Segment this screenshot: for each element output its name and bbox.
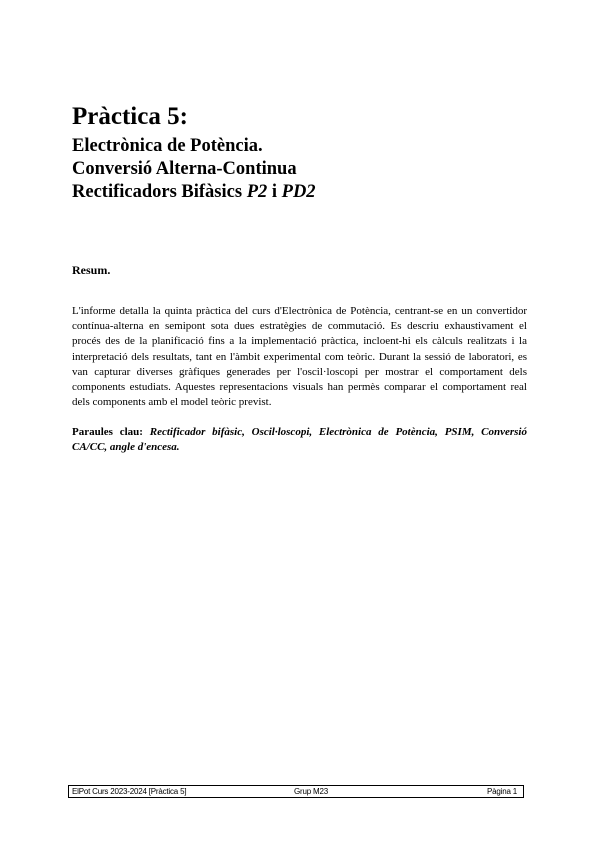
subtitle-line-3 — [72, 181, 532, 204]
keywords-label: Paraules clau: — [72, 426, 143, 438]
page-title: Pràctica 5: — [72, 103, 188, 130]
subtitle-line-1: Electrònica de Potència. — [72, 136, 263, 156]
subtitle-pd2: PD2 — [281, 182, 316, 202]
abstract-text: L'informe detalla la quinta pràctica del curs d'Electrònica de Potència, centrant-se en un convertidor contínua-alterna en semipont sota dues estratègies de commutació. Es descriu exhaustivament el procés des de la planificació fins a la implementació pràctica, incloent-hi els càlculs realitzats i la interpretació dels resultats, tant en l'àmbit experimental com teòric. Durant la sessió de laboratori, es van capturar diverses gràfiques generades per l'oscil·loscopi per mostrar el comportament dels components estudiats. Aquestes representacions visuals han permès comparar el comportament real dels components amb el model teòric previst. — [72, 305, 527, 409]
subtitle-line-3-prefix: Rectificadors Bifàsics — [72, 182, 247, 202]
keywords-values: Rectificador bifàsic, Oscil·loscopi, Electrònica de Potència, PSIM, Conversió CA/CC, angle d'encesa. — [72, 426, 527, 454]
footer-course-info: ElPot Curs 2023-2024 [Pràctica 5] — [72, 787, 187, 796]
subtitle-line-3-mid: i — [267, 182, 282, 202]
keywords-paragraph — [72, 425, 527, 455]
page-footer — [68, 785, 524, 798]
title-block — [72, 102, 532, 204]
abstract-heading: Resum. — [72, 263, 111, 277]
footer-group: Grup M23 — [294, 787, 328, 796]
subtitle-p2: P2 — [246, 182, 268, 202]
subtitle-line-2: Conversió Alterna-Continua — [72, 159, 297, 179]
footer-page-number: Pàgina 1 — [487, 787, 517, 796]
